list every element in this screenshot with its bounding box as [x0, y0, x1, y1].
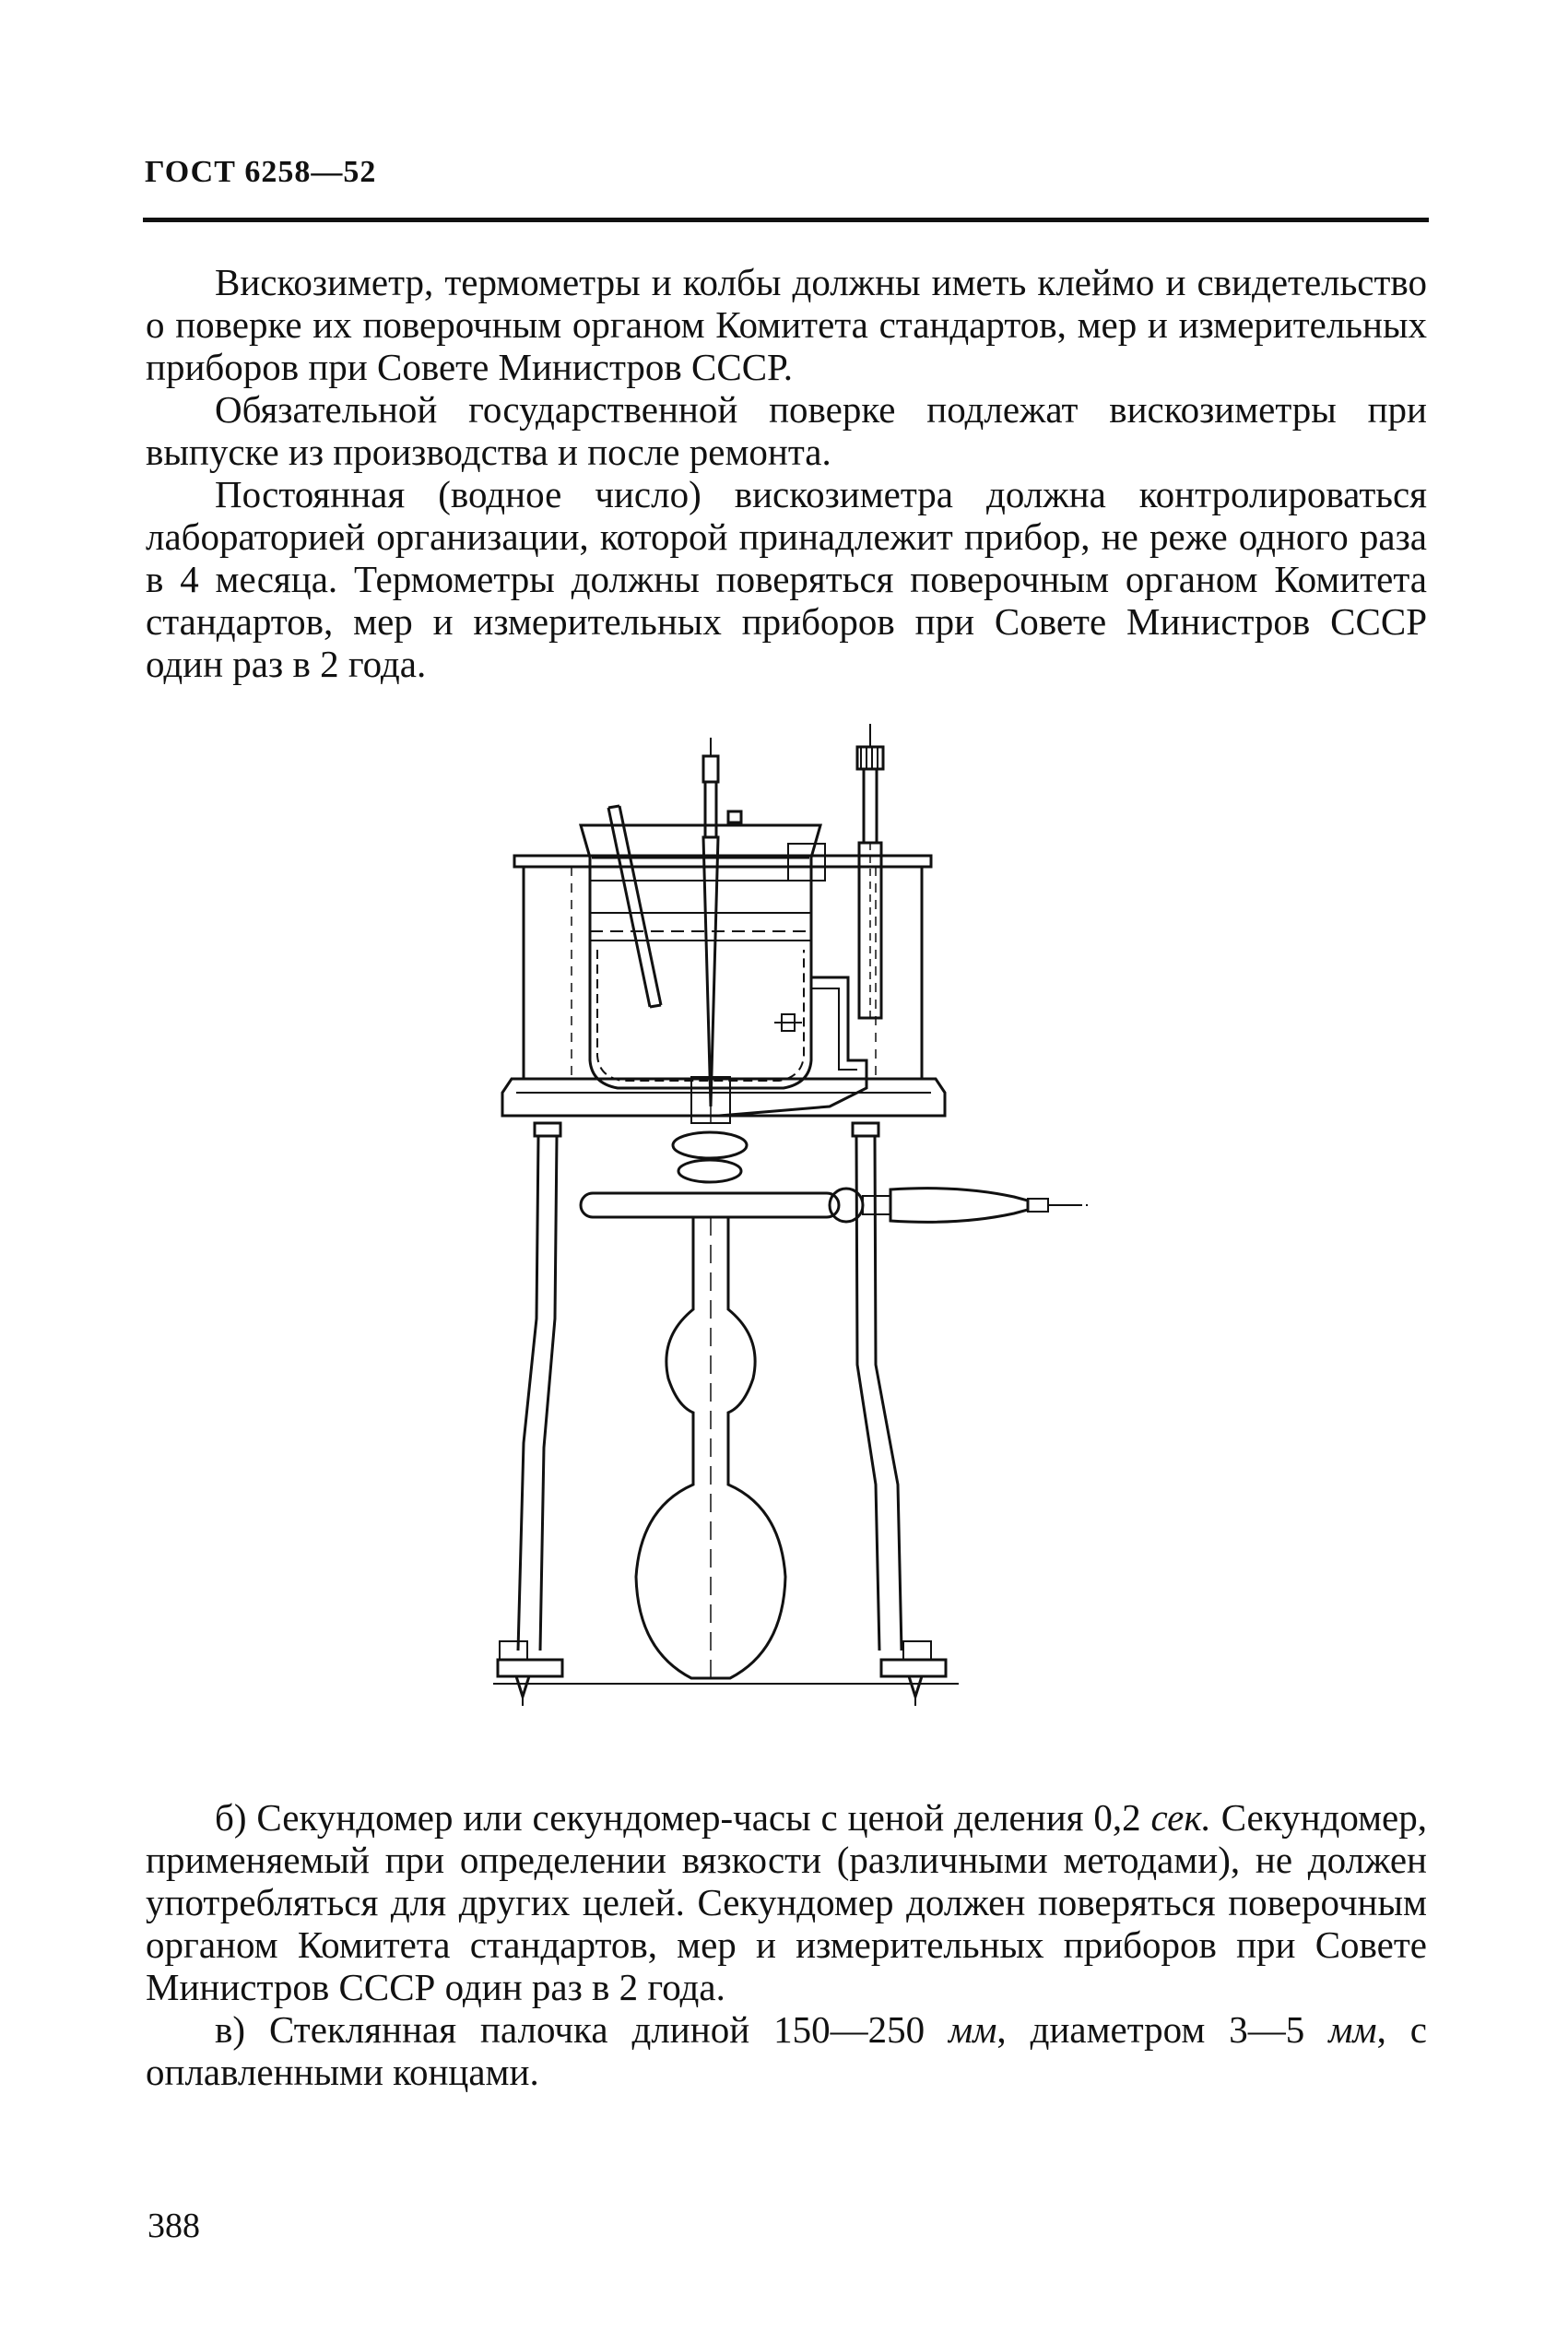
- viscometer-drawing: [442, 719, 1161, 1715]
- right-leg: [853, 1123, 946, 1706]
- receiving-flask: [636, 1217, 785, 1678]
- glass-rod-text-3: , с оплавленными концами.: [146, 2008, 1427, 2093]
- paragraph-mandatory-verification: Обязательной государственной поверке подлежат вискозиметры при выпуске из производства и после ремонта.: [146, 388, 1427, 473]
- stopcock: [581, 1132, 1088, 1222]
- base-plate: [502, 1077, 945, 1123]
- left-leg: [498, 1123, 562, 1706]
- paragraph-verification-marks: Вискозиметр, термометры и колбы должны иметь клеймо и свидетельство о поверке их поверочным органом Комитета стандартов, мер и измерительных приборов при Совете Министров СССР.: [146, 261, 1427, 388]
- thermometer: [608, 806, 661, 1007]
- top-text-block: [146, 261, 1427, 685]
- header-rule: [143, 218, 1429, 222]
- stopwatch-unit: сек.: [1150, 1796, 1211, 1839]
- outer-bath: [514, 856, 931, 1079]
- paragraph-stopwatch: [146, 1796, 1427, 2008]
- page-number: 388: [147, 2207, 200, 2245]
- inner-valve: [774, 1014, 802, 1031]
- stopwatch-rest: Секундомер, применяемый при определении вязкости (различными методами), не должен употребляться для других целей. Секундомер должен поверяться поверочным органом Комитета стандартов, мер и измерительных приборов при Совете Министров СССР один раз в 2 года.: [146, 1796, 1427, 2008]
- glass-rod-text-1: в) Стеклянная палочка длиной 150—250: [215, 2008, 949, 2051]
- viscometer-figure: [442, 719, 1161, 1715]
- bottom-text-block: [146, 1796, 1427, 2093]
- page-header: ГОСТ 6258—52: [145, 155, 377, 189]
- glass-rod-unit-1: мм: [949, 2008, 997, 2051]
- heating-tube: [719, 977, 867, 1116]
- glass-rod-unit-2: мм: [1328, 2008, 1377, 2051]
- glass-rod-text-2: , диаметром 3—5: [996, 2008, 1329, 2051]
- paragraph-water-number: Постоянная (водное число) вискозиметра должна контролироваться лабораторией организации, которой принадлежит прибор, не реже одного раза в 4 месяца. Термометры должны поверяться поверочным органом Комитета стандартов, мер и измерительных приборов при Совете Министров СССР один раз в 2 года.: [146, 473, 1427, 685]
- paragraph-glass-rod: [146, 2008, 1427, 2093]
- stopper-rod: [703, 738, 741, 1106]
- stopwatch-text: б) Секундомер или секундомер-часы с ценой деления 0,2: [215, 1796, 1151, 1839]
- right-adjusting-screw: [857, 724, 883, 1018]
